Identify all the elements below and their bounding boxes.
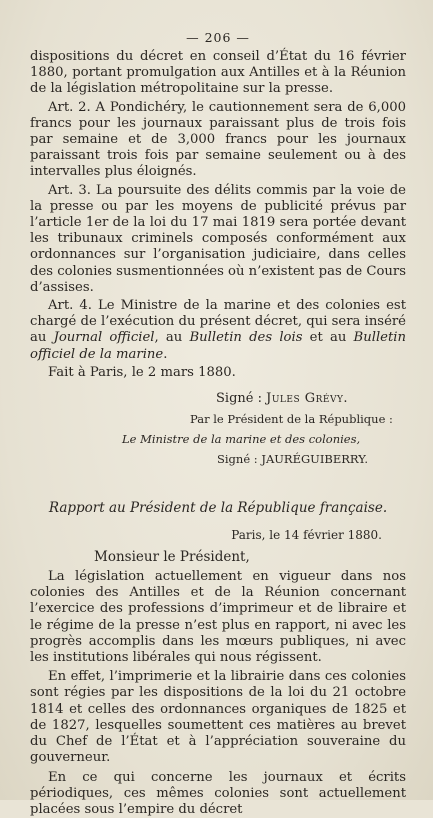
- article-4: [30, 298, 406, 363]
- signe-label-2: Signé :: [217, 452, 261, 466]
- article-4-start: Art. 4. Le Ministre de la marine et des colonies est chargé de l’exécution du présent décret, qui sera inséré au: [30, 298, 406, 345]
- signe-label: Signé :: [216, 391, 266, 406]
- ministre-signature: [30, 449, 406, 469]
- report-paragraph-2: En effet, l’imprimerie et la librairie dans ces colonies sont régies par les dispositions de la loi du 21 octobre 1814 et celles des ordonnances organiques de 1825 et de 1827, lesquelles soumettent ces matières au brevet du Chef de l’État et à l’appréciation souveraine du gouverneur.: [30, 669, 406, 766]
- page-number: — 206 —: [30, 30, 406, 45]
- fait-a-paris: Fait à Paris, le 2 mars 1880.: [30, 365, 406, 381]
- report-paragraph-3: En ce qui concerne les journaux et écrits périodiques, ces mêmes colonies sont actuellement placées sous l’empire du décret: [30, 770, 406, 818]
- par-le-president: Par le Président de la République :: [30, 409, 406, 429]
- signature-block: [30, 389, 406, 469]
- article-4-mid1: , au: [155, 330, 190, 345]
- paragraph-continuation: dispositions du décret en conseil d’État du 16 février 1880, portant promulgation aux Antilles et à la Réunion de la législation métropolitaine sur la presse.: [30, 49, 406, 98]
- report-paragraph-1: La législation actuellement en vigueur dans nos colonies des Antilles et de la Réunion concernant l’exercice des professions d’imprimeur et de libraire et le régime de la presse n’est plus en rapport, ni avec les progrès accomplis dans les mœurs publiques, ni avec les institutions libérales qui nous régissent.: [30, 569, 406, 666]
- report-title: Rapport au Président de la République française.: [30, 499, 406, 517]
- journal-officiel: Journal officiel: [54, 330, 155, 345]
- bulletin-des-lois: Bulletin des lois: [189, 330, 302, 345]
- bulletin-officiel-marine: Bulletin officiel de la marine: [30, 330, 406, 361]
- article-4-mid2: et au: [302, 330, 353, 345]
- salutation: Monsieur le Président,: [30, 548, 406, 566]
- article-4-end: .: [163, 347, 167, 362]
- report-date: Paris, le 14 février 1880.: [30, 527, 406, 543]
- president-name: Jules Grévy.: [266, 391, 348, 406]
- article-3: Art. 3. La poursuite des délits commis par la voie de la presse ou par les moyens de publicité prévus par l’article 1er de la loi du 17 mai 1819 sera portée devant les tribunaux criminels composés conformément aux ordonnances sur l’organisation judiciaire, dans celles des colonies susmentionnées où n’existent pas de Cours d’assises.: [30, 183, 406, 296]
- president-signature: [30, 389, 406, 409]
- ministre-name: JAURÉGUIBERRY.: [261, 452, 368, 466]
- ministre-title: Le Ministre de la marine et des colonies,: [30, 429, 406, 449]
- article-2: Art. 2. A Pondichéry, le cautionnement sera de 6,000 francs pour les journaux paraissant plus de trois fois par semaine et de 3,000 francs pour les journaux paraissant trois fois par semaine seulement ou à des intervalles plus éloignés.: [30, 100, 406, 181]
